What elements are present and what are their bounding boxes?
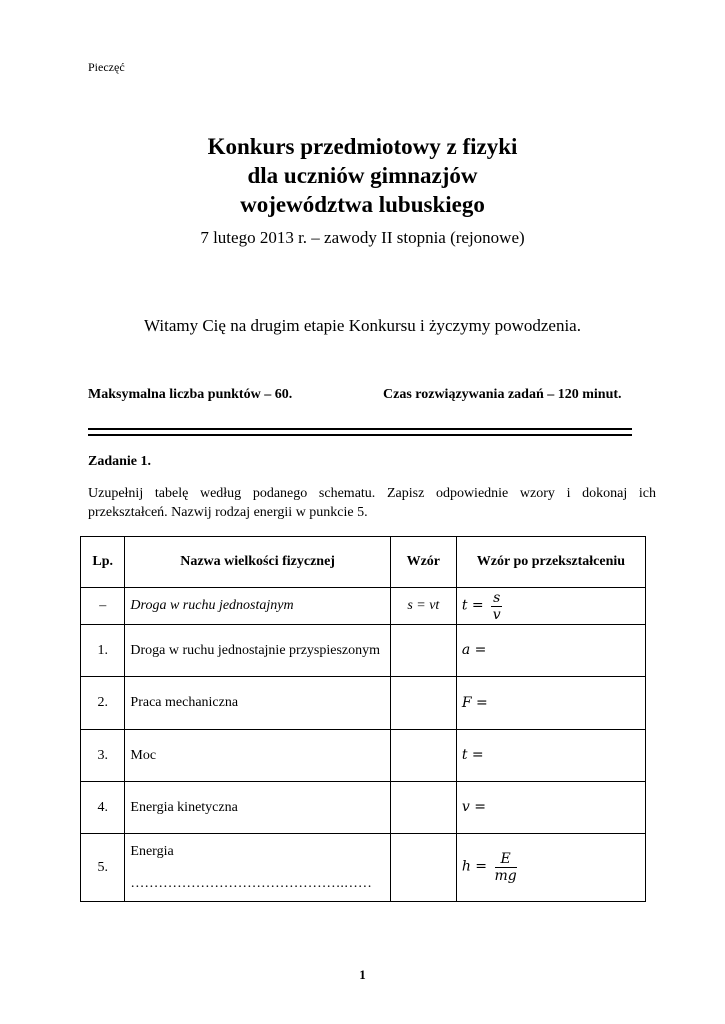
max-points: Maksymalna liczba punktów – 60. [88, 387, 293, 402]
row-formula: s = vt [390, 588, 456, 625]
table-row [81, 625, 646, 677]
row-lp: 3. [81, 730, 125, 782]
header-name: Nazwa wielkości fizycznej [125, 537, 390, 588]
energy-type-blank: ……………………………………….…… [130, 875, 372, 891]
fraction [491, 590, 502, 623]
row-result[interactable] [456, 588, 645, 625]
fraction-numerator: s [493, 589, 501, 606]
result-lhs: F = [461, 694, 488, 711]
stamp-label: Pieczęć [88, 60, 125, 74]
table-row [81, 730, 646, 782]
row-result[interactable] [456, 677, 645, 730]
table-row [81, 834, 646, 902]
divider-top [88, 428, 632, 430]
task-title: Zadanie 1. [88, 454, 152, 469]
header-transformed: Wzór po przekształceniu [456, 537, 645, 588]
date-line: 7 lutego 2013 r. – zawody II stopnia (rejonowe) [200, 228, 525, 247]
row-name: Droga w ruchu jednostajnym [125, 588, 390, 625]
row-result[interactable] [456, 625, 645, 677]
time-limit: Czas rozwiązywania zadań – 120 minut. [383, 387, 622, 402]
table-header-row [81, 537, 646, 588]
row-name: Droga w ruchu jednostajnie przyspieszonym [125, 625, 390, 677]
result-lhs: t = [461, 747, 484, 763]
physics-table [80, 536, 646, 902]
row-lp: – [81, 588, 125, 625]
result-lhs: a = [461, 642, 487, 658]
header-formula: Wzór [390, 537, 456, 588]
row-name: Energia [130, 843, 174, 859]
title-line-3: województwa lubuskiego [240, 192, 485, 217]
result-lhs: v = [461, 799, 486, 815]
row-formula-blank[interactable] [390, 625, 456, 677]
result-lhs: h = [461, 858, 488, 875]
divider-bottom [88, 434, 632, 436]
row-lp: 1. [81, 625, 125, 677]
row-name: Energia kinetyczna [125, 782, 390, 834]
row-name: Praca mechaniczna [125, 677, 390, 730]
row-name-cell[interactable] [125, 834, 390, 902]
table-row [81, 782, 646, 834]
result-lhs: t = [461, 597, 484, 614]
title-line-2: dla uczniów gimnazjów [247, 163, 478, 188]
table-row [81, 677, 646, 730]
table-row [81, 588, 646, 625]
fraction-numerator: E [495, 851, 517, 868]
row-name: Moc [125, 730, 390, 782]
page-number: 1 [359, 967, 366, 982]
row-formula-blank[interactable] [390, 730, 456, 782]
header-lp: Lp. [81, 537, 125, 588]
title-line-1: Konkurs przedmiotowy z fizyki [207, 134, 518, 159]
row-formula-blank[interactable] [390, 834, 456, 902]
row-formula-blank[interactable] [390, 677, 456, 730]
fraction-denominator: mg [494, 868, 517, 884]
row-result[interactable] [456, 730, 645, 782]
row-result[interactable] [456, 834, 645, 902]
task-instructions: Uzupełnij tabelę według podanego schematu. Zapisz odpowiednie wzory i dokonaj ich przekształceń. Nazwij rodzaj energii w punkcie 5. [88, 486, 656, 520]
fraction-denominator: v [492, 606, 501, 623]
row-formula-blank[interactable] [390, 782, 456, 834]
row-lp: 2. [81, 677, 125, 730]
welcome-text: Witamy Cię na drugim etapie Konkursu i życzymy powodzenia. [144, 316, 581, 335]
row-result[interactable] [456, 782, 645, 834]
fraction [495, 851, 517, 884]
row-lp: 4. [81, 782, 125, 834]
row-lp: 5. [81, 834, 125, 902]
